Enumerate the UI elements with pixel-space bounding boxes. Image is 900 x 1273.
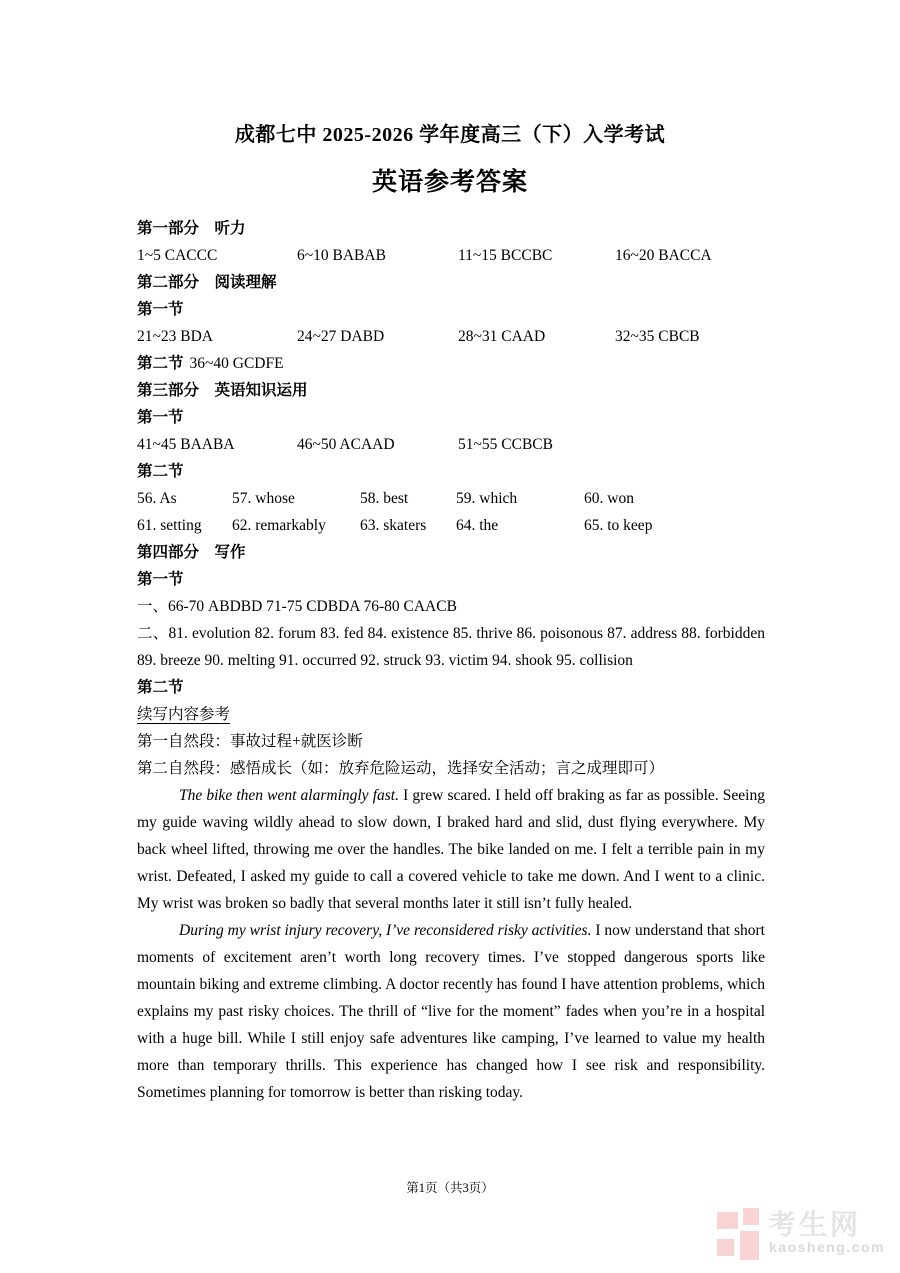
answer-content [137, 215, 765, 1106]
continuation-heading: 续写内容参考 [137, 706, 231, 723]
part4-choice-answers: 一、66-70 ABDBD 71-75 CDBDA 76-80 CAACB [137, 598, 457, 615]
answer-range: 21~23 BDA [137, 328, 213, 345]
blank-answer: 56. As [137, 490, 177, 507]
part2-section1-label: 第一节 [137, 301, 184, 318]
kaosheng-logo-icon [716, 1205, 762, 1261]
answer-range: 51~55 CCBCB [458, 436, 553, 453]
essay-paragraph-2-body: I now understand that short moments of excitement aren’t worth long recovery times. I’ve stopped dangerous sports like mountain biking and extreme climbing. A doctor recently has found I have attention problems, which explains my past risky choices. The thrill of “live for the moment” fades when you’re in a hospital with a huge bill. While I still enjoy safe adventures like camping, I’ve learned to value my health more than temporary thrills. This experience has changed how I see risk and responsibility. Sometimes planning for tomorrow is better than risking today. [137, 922, 765, 1101]
answer-range [615, 431, 765, 458]
blank-answer: 61. setting [137, 517, 202, 534]
blank-answer: 58. best [360, 490, 409, 507]
part2-section2-line [137, 350, 765, 377]
answer-range: 41~45 BAABA [137, 436, 235, 453]
blank-answer: 60. won [584, 490, 634, 507]
part3-header: 第三部分 英语知识运用 [137, 382, 308, 399]
paragraph2-outline: 第二自然段：感悟成长（如：放弃危险运动，选择安全活动；言之成理即可） [137, 760, 665, 777]
answer-range: 6~10 BABAB [297, 247, 386, 264]
answer-key-title: 英语参考答案 [371, 168, 528, 196]
continuation-heading-line [137, 701, 765, 728]
part4-word-answers: 二、81. evolution 82. forum 83. fed 84. existence 85. thrive 86. poisonous 87. address 88. forbidden 89. breeze 90. melting 91. occurred 92. struck 93. victim 94. shook 95. collision [137, 625, 765, 669]
part2-header: 第二部分 阅读理解 [137, 274, 277, 291]
answer-range: 32~35 CBCB [615, 328, 700, 345]
blank-answer: 65. to keep [584, 517, 653, 534]
answer-range: 28~31 CAAD [458, 328, 546, 345]
part2-section2-label: 第二节 [137, 355, 184, 372]
essay-paragraph-2 [137, 917, 765, 1106]
part4-section1-label: 第一节 [137, 571, 184, 588]
watermark-site-name: 考生网 [768, 1209, 862, 1240]
kaosheng-watermark [716, 1203, 891, 1263]
part1-header: 第一部分 听力 [137, 220, 246, 237]
essay-paragraph-1-body: I grew scared. I held off braking as far as possible. Seeing my guide waving wildly ahead to slow down, I braked hard and slid, dust flying everywhere. My back wheel lifted, throwing me over the handles. The bike landed on me. I felt a terrible pain in my wrist. Defeated, I asked my guide to call a covered vehicle to take me down. And I went to a clinic. My wrist was broken so badly that several months later it still isn’t fully healed. [137, 787, 765, 912]
answer-range: 16~20 BACCA [615, 247, 712, 264]
essay-paragraph-1-lead: The bike then went alarmingly fast. [179, 787, 399, 804]
answer-range: 11~15 BCCBC [458, 247, 553, 264]
answer-range: 36~40 GCDFE [189, 355, 284, 372]
part3-blanks-row-61-65 [137, 512, 765, 539]
watermark-site-domain: kaosheng.com [769, 1239, 886, 1255]
essay-paragraph-2-lead: During my wrist injury recovery, I’ve reconsidered risky activities. [179, 922, 592, 939]
blank-answer: 57. whose [232, 490, 295, 507]
part2-answers-row [137, 323, 765, 350]
answer-range: 24~27 DABD [297, 328, 385, 345]
blank-answer: 62. remarkably [232, 517, 326, 534]
part3-section1-label: 第一节 [137, 409, 184, 426]
essay-paragraph-1 [137, 782, 765, 917]
paragraph1-outline: 第一自然段：事故过程+就医诊断 [137, 733, 363, 750]
exam-title: 成都七中 2025-2026 学年度高三（下）入学考试 [234, 124, 666, 146]
blank-answer: 64. the [456, 517, 499, 534]
part4-header: 第四部分 写作 [137, 544, 246, 561]
part3-blanks-row-56-60 [137, 485, 765, 512]
part3-section2-label: 第二节 [137, 463, 184, 480]
answer-range: 46~50 ACAAD [297, 436, 395, 453]
answer-range: 1~5 CACCC [137, 247, 218, 264]
page-number: 第1页（共3页） [406, 1181, 494, 1195]
part4-section2-label: 第二节 [137, 679, 184, 696]
blank-answer: 63. skaters [360, 517, 427, 534]
part1-answers-row [137, 242, 765, 269]
part3-answers-row [137, 431, 765, 458]
blank-answer: 59. which [456, 490, 518, 507]
